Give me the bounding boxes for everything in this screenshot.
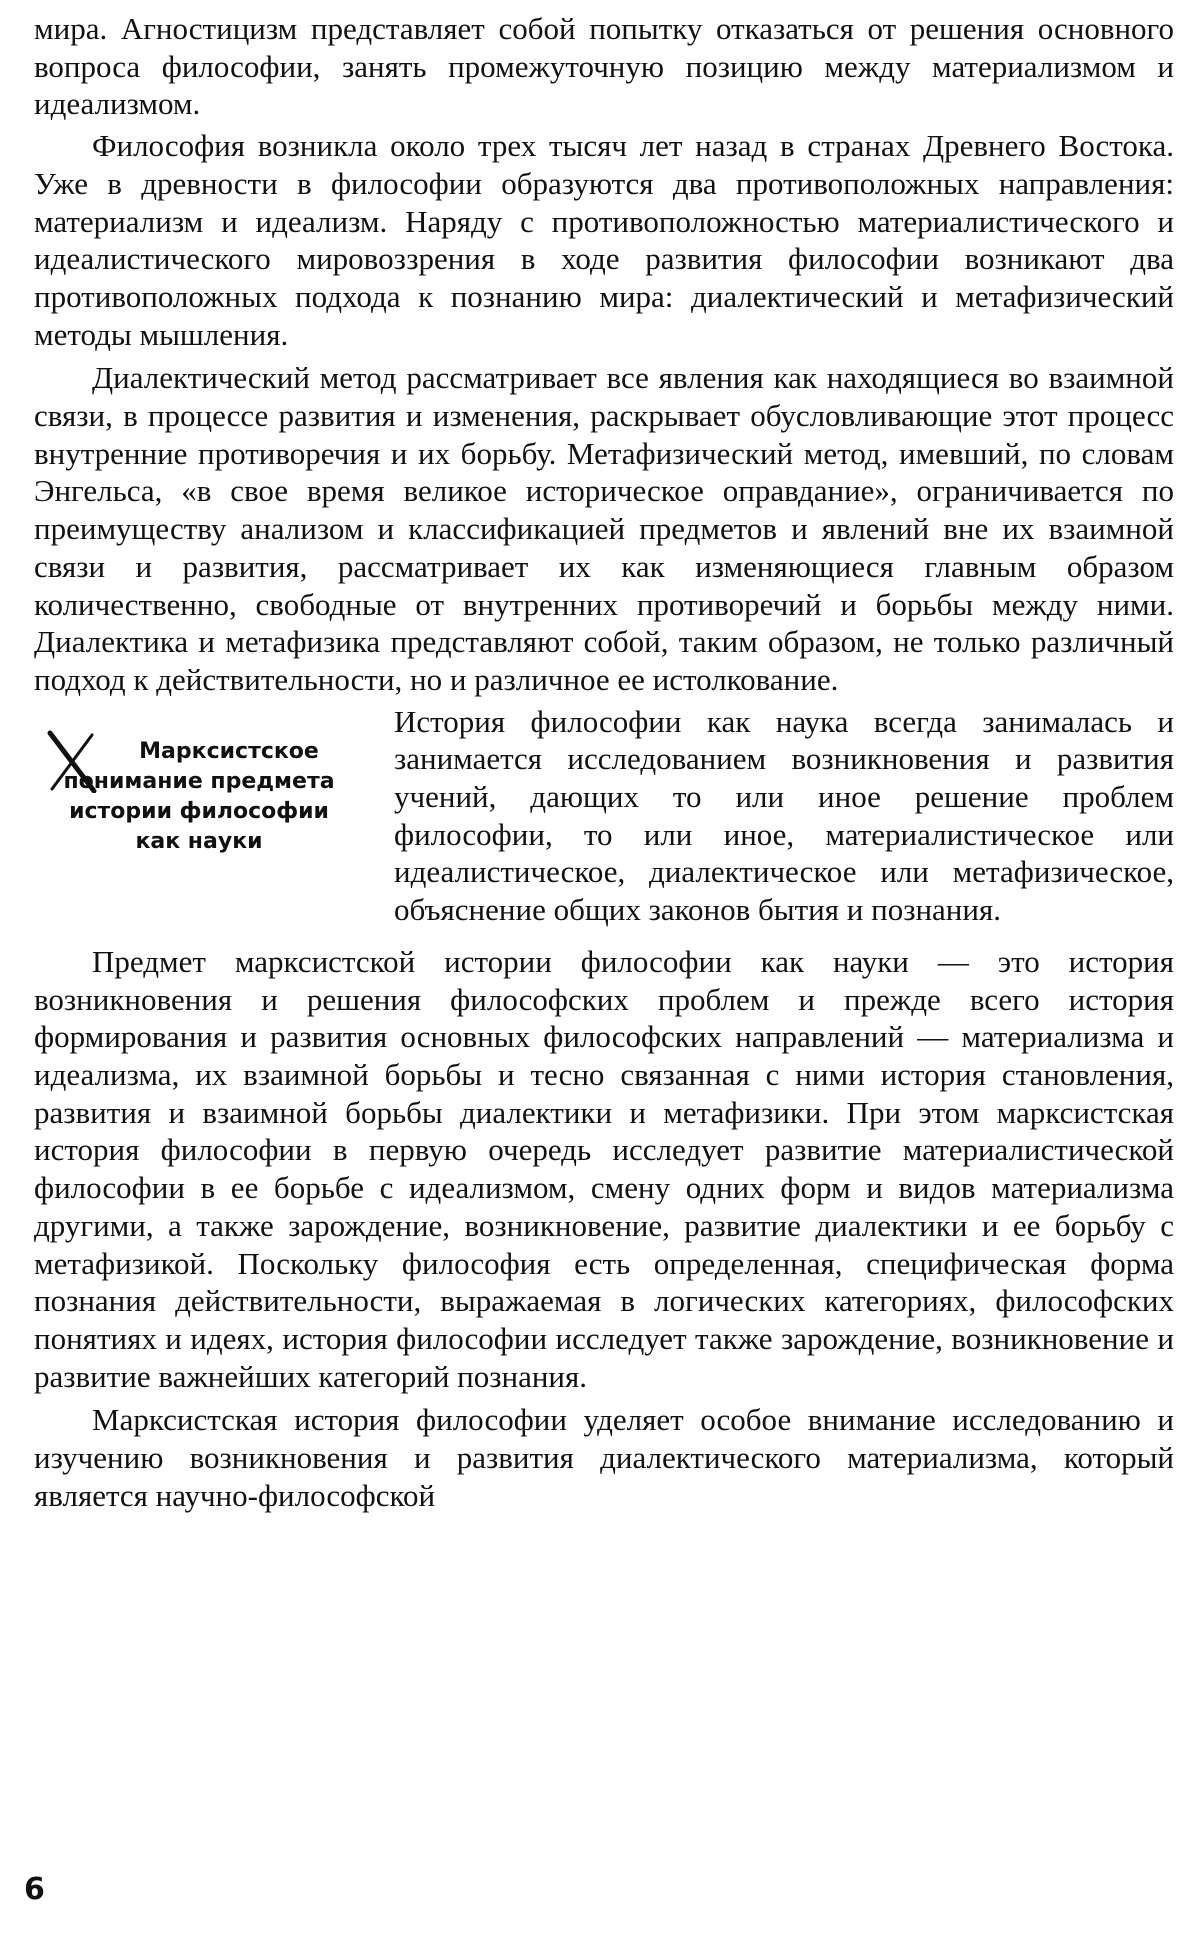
sidenote-line-4: как науки — [135, 828, 263, 854]
sidenote-line-3: истории философии — [69, 798, 329, 824]
page-number: 6 — [24, 1872, 45, 1907]
sidenote-line-2: понимание предмета — [63, 768, 335, 794]
section-sidenote — [34, 703, 364, 903]
paragraph-subject-of-history: Предмет марксистской истории философии как науки — это история возникновения и решения философских проблем и прежде всего история формирования и развития основных философских направлений — материализма и идеализма, их взаимной борьбы и тесно связанная с ними история становления, развития и взаимной борьбы диалектики и метафизики. При этом марксистская история философии в первую очередь исследует развитие материалистической философии в ее борьбе с идеализмом, смену одних форм и видов материализма другими, а также зарождение, возникновение, развитие диалектики и ее борьбу с метафизикой. Поскольку философия есть определенная, специфическая форма познания действительности, выражаемая в логических категориях, философских понятиях и идеях, история философии исследует также зарождение, возникновение и развитие важнейших категорий познания. — [34, 943, 1174, 1394]
sidenote-heading — [34, 737, 364, 857]
paragraph-dialectical-method: Диалектический метод рассматривает все явления как находящиеся во взаимной связи, в процессе развития и изменения, раскрывает обусловливающие этот процесс внутренние противоречия и их борьбу. Метафизический метод, имевший, по словам Энгельса, «в свое время великое историческое оправдание», ограничивается по преимуществу анализом и классификацией предметов и явлений вне их взаимной связи и развития, рассматривает их как изменяющиеся главным образом количественно, свободные от внутренних противоречий и борьбы между ними. Диалектика и метафизика представляют собой, таким образом, не только различный подход к действительности, но и различное ее истолкование. — [34, 360, 1174, 697]
paragraph-origin-of-philosophy: Философия возникла около трех тысяч лет назад в странах Древнего Востока. Уже в древности в философии образуются два противоположных направления: материализм и идеализм. Наряду с противоположностью материалистического и идеалистического мировоззрения в ходе развития философии возникают два противоположных подхода к познанию мира: диалектический и метафизический методы мышления. — [34, 128, 1174, 352]
book-page — [34, 10, 1174, 1514]
paragraph-history-as-science: История философии как наука всегда занималась и занимается исследованием возникновения и развития учений, дающих то или иное решение проблем философии, то или иное, материалистическое или идеалистическое, диалектическое или метафизическое, объяснение общих законов бытия и познания. — [394, 703, 1174, 928]
section-with-sidenote — [34, 703, 1174, 929]
sidenote-line-1: Марксистское — [139, 738, 319, 764]
paragraph-dialectical-materialism: Марксистская история философии уделяет особое внимание исследованию и изучению возникновения и развития диалектического материализма, который является научно-философской — [34, 1402, 1174, 1513]
paragraph-agnosticism: мира. Агностицизм представляет собой попытку отказаться от решения основного вопроса философии, занять промежуточную позицию между материализмом и идеализмом. — [34, 11, 1174, 122]
